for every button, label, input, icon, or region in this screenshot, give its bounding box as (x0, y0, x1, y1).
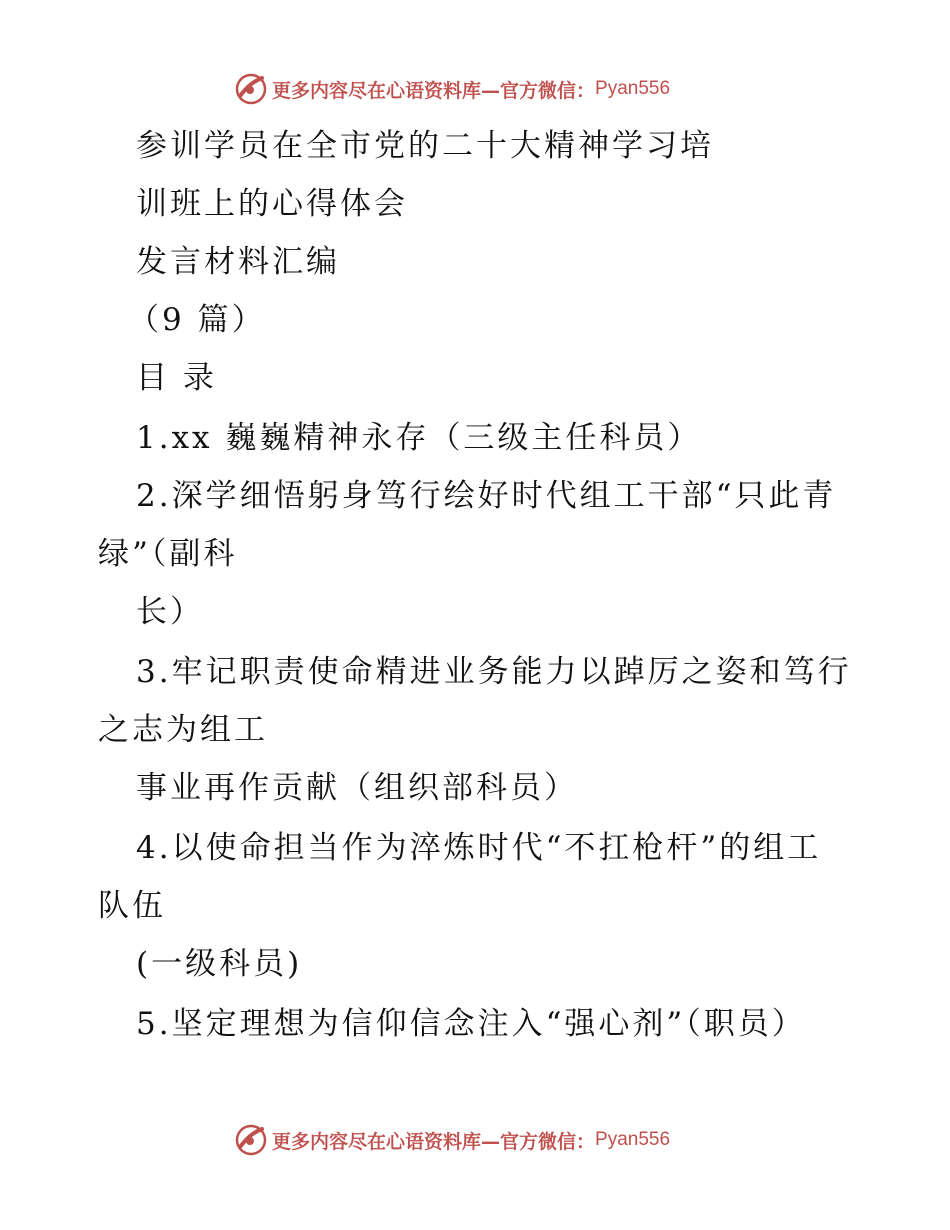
toc-item: 5.坚定理想为信仰信念注入“强心剂”（职员） (136, 1006, 806, 1042)
watermark-text: 更多内容尽在心语资料库—官方微信： (272, 79, 596, 102)
watermark-wechat-id: Pyan556 (595, 78, 671, 99)
watermark-header (234, 72, 670, 106)
title-line-3: 发言材料汇编 (136, 244, 340, 280)
title-line-1: 参训学员在全市党的二十大精神学习培 (136, 128, 714, 164)
toc-item-continuation: 长） (136, 594, 204, 630)
toc-item-continuation: 队伍 (98, 888, 166, 924)
toc-item: 2.深学细悟躬身笃行绘好时代组工干部“只此青 (136, 478, 837, 514)
toc-item-continuation: 绿”（副科 (98, 536, 238, 572)
toc-item: 3.牢记职责使命精进业务能力以踔厉之姿和笃行 (136, 654, 852, 690)
toc-item: 1.xx 巍巍精神永存（三级主任科员） (136, 420, 702, 456)
toc-item-continuation: (一级科员) (136, 946, 303, 982)
title-line-2: 训班上的心得体会 (136, 186, 408, 222)
article-count: （9 篇） (128, 302, 266, 338)
toc-item: 4.以使命担当作为淬炼时代“不扛枪杆”的组工 (136, 830, 822, 866)
toc-heading: 目 录 (136, 360, 217, 396)
brush-logo-icon (234, 72, 268, 106)
watermark-footer (234, 1123, 670, 1157)
toc-item-continuation: 事业再作贡献（组织部科员） (136, 770, 578, 806)
toc-item-continuation: 之志为组工 (98, 712, 268, 748)
brush-logo-icon (234, 1123, 268, 1157)
watermark-text: 更多内容尽在心语资料库—官方微信： (272, 1130, 596, 1153)
watermark-wechat-id: Pyan556 (595, 1129, 671, 1150)
